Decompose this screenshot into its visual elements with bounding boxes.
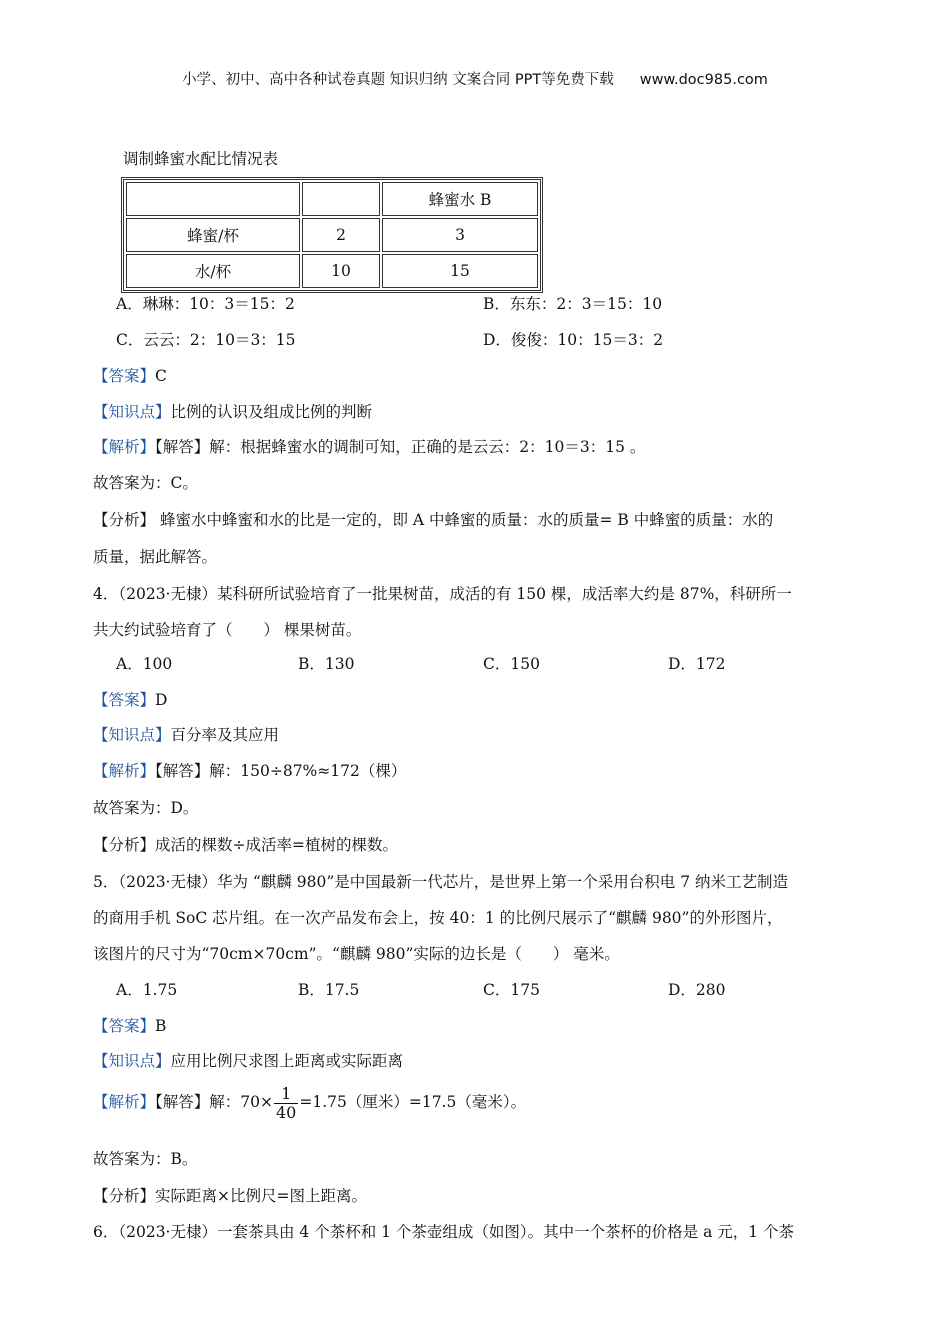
answer-tag: 【答案】 bbox=[93, 1017, 156, 1035]
table-cell: 蜂蜜水 B bbox=[382, 182, 538, 216]
fenxi-line-2: 质量，据此解答。 bbox=[93, 548, 218, 566]
question-5-line-2: 的商用手机 SoC 芯片组。在一次产品发布会上，按 40：1 的比例尺展示了“麒麟 980”的外形图片， bbox=[93, 909, 783, 927]
fraction bbox=[274, 1085, 298, 1122]
answer-value: C bbox=[155, 367, 167, 385]
fenxi-line bbox=[93, 835, 398, 855]
table-cell: 10 bbox=[302, 254, 380, 288]
table-cell bbox=[126, 182, 300, 216]
conclusion-line: 故答案为：B。 bbox=[93, 1150, 198, 1168]
answer-tag: 【答案】 bbox=[93, 367, 156, 385]
table-row bbox=[126, 254, 538, 288]
table-cell: 15 bbox=[382, 254, 538, 288]
conclusion-line: 故答案为：D。 bbox=[93, 799, 199, 817]
analysis-line bbox=[93, 1084, 526, 1122]
option-b: B．130 bbox=[298, 655, 355, 673]
option-a: A．琳琳：10：3＝15：2 bbox=[116, 295, 295, 313]
knowledge-text: 百分率及其应用 bbox=[170, 726, 280, 744]
option-c: C．175 bbox=[483, 981, 540, 999]
answer-value: D bbox=[155, 691, 168, 709]
table-caption: 调制蜂蜜水配比情况表 bbox=[123, 150, 279, 168]
analysis-text-post: =1.75（厘米）=17.5（毫米）。 bbox=[299, 1093, 527, 1111]
analysis-text: 【解答】解：根据蜂蜜水的调制可知，正确的是云云：2：10＝3：15 。 bbox=[155, 438, 646, 456]
question-4-line-2: 共大约试验培育了（ ） 棵果树苗。 bbox=[93, 621, 362, 639]
knowledge-line bbox=[93, 725, 279, 745]
answer-line bbox=[93, 366, 167, 386]
fenxi-text: 蜂蜜水中蜂蜜和水的比是一定的，即 A 中蜂蜜的质量：水的质量= B 中蜂蜜的质量：水的 bbox=[155, 511, 774, 529]
option-d: D．172 bbox=[668, 655, 726, 673]
fraction-numerator: 1 bbox=[274, 1085, 298, 1104]
question-5-line-3: 该图片的尺寸为“70cm×70cm”。“麒麟 980”实际的边长是（ ） 毫米。 bbox=[93, 945, 620, 963]
analysis-tag: 【解析】 bbox=[93, 762, 156, 780]
answer-line bbox=[93, 1016, 166, 1036]
table-cell: 蜂蜜/杯 bbox=[126, 218, 300, 252]
question-6-line-1: 6．（2023·无棣）一套茶具由 4 个茶杯和 1 个茶壶组成（如图）。其中一个茶杯的价格是 a 元，1 个茶 bbox=[93, 1223, 795, 1241]
knowledge-line bbox=[93, 1051, 403, 1071]
header-text: 小学、初中、高中各种试卷真题 知识归纳 文案合同 PPT等免费下载 bbox=[182, 72, 614, 88]
fenxi-tag: 【分析】 bbox=[93, 836, 156, 854]
knowledge-text: 比例的认识及组成比例的判断 bbox=[170, 403, 373, 421]
knowledge-tag: 【知识点】 bbox=[93, 403, 171, 421]
fenxi-text: 实际距离×比例尺=图上距离。 bbox=[155, 1187, 367, 1205]
fraction-denominator: 40 bbox=[275, 1102, 297, 1122]
option-a: A．100 bbox=[116, 655, 173, 673]
option-d: D．280 bbox=[668, 981, 726, 999]
answer-tag: 【答案】 bbox=[93, 691, 156, 709]
answer-value: B bbox=[155, 1017, 167, 1035]
option-d: D．俊俊：10：15＝3：2 bbox=[483, 331, 664, 349]
page-header bbox=[0, 68, 950, 89]
conclusion-line: 故答案为：C。 bbox=[93, 474, 198, 492]
analysis-text-pre: 【解答】解：70× bbox=[155, 1093, 273, 1111]
table-row bbox=[126, 218, 538, 252]
option-b: B．东东：2：3＝15：10 bbox=[483, 295, 663, 313]
analysis-text: 【解答】解：150÷87%≈172（棵） bbox=[155, 762, 407, 780]
question-5-line-1: 5．（2023·无棣）华为 “麒麟 980”是中国最新一代芯片，是世界上第一个采用台积电 7 纳米工艺制造 bbox=[93, 873, 788, 891]
ratio-table bbox=[121, 177, 543, 293]
table-cell bbox=[302, 182, 380, 216]
fenxi-tag: 【分析】 bbox=[93, 511, 156, 529]
analysis-tag: 【解析】 bbox=[93, 438, 156, 456]
option-c: C．150 bbox=[483, 655, 540, 673]
analysis-line bbox=[93, 761, 406, 781]
knowledge-text: 应用比例尺求图上距离或实际距离 bbox=[170, 1052, 404, 1070]
knowledge-tag: 【知识点】 bbox=[93, 726, 171, 744]
table-header-row bbox=[126, 182, 538, 216]
option-a: A．1.75 bbox=[116, 981, 178, 999]
question-4-line-1: 4．（2023·无棣）某科研所试验培育了一批果树苗，成活的有 150 棵，成活率大约是 87%，科研所一 bbox=[93, 585, 792, 603]
table-cell: 水/杯 bbox=[126, 254, 300, 288]
fenxi-tag: 【分析】 bbox=[93, 1187, 156, 1205]
analysis-line bbox=[93, 437, 645, 457]
fenxi-line bbox=[93, 1186, 367, 1206]
header-url[interactable]: www.doc985.com bbox=[639, 72, 768, 88]
table-cell: 2 bbox=[302, 218, 380, 252]
answer-line bbox=[93, 690, 167, 710]
analysis-tag: 【解析】 bbox=[93, 1093, 156, 1111]
fenxi-text: 成活的棵数÷成活率=植树的棵数。 bbox=[155, 836, 398, 854]
fenxi-line bbox=[93, 510, 773, 530]
option-c: C．云云：2：10＝3：15 bbox=[116, 331, 296, 349]
option-b: B．17.5 bbox=[298, 981, 360, 999]
knowledge-line bbox=[93, 402, 372, 422]
knowledge-tag: 【知识点】 bbox=[93, 1052, 171, 1070]
table-cell: 3 bbox=[382, 218, 538, 252]
